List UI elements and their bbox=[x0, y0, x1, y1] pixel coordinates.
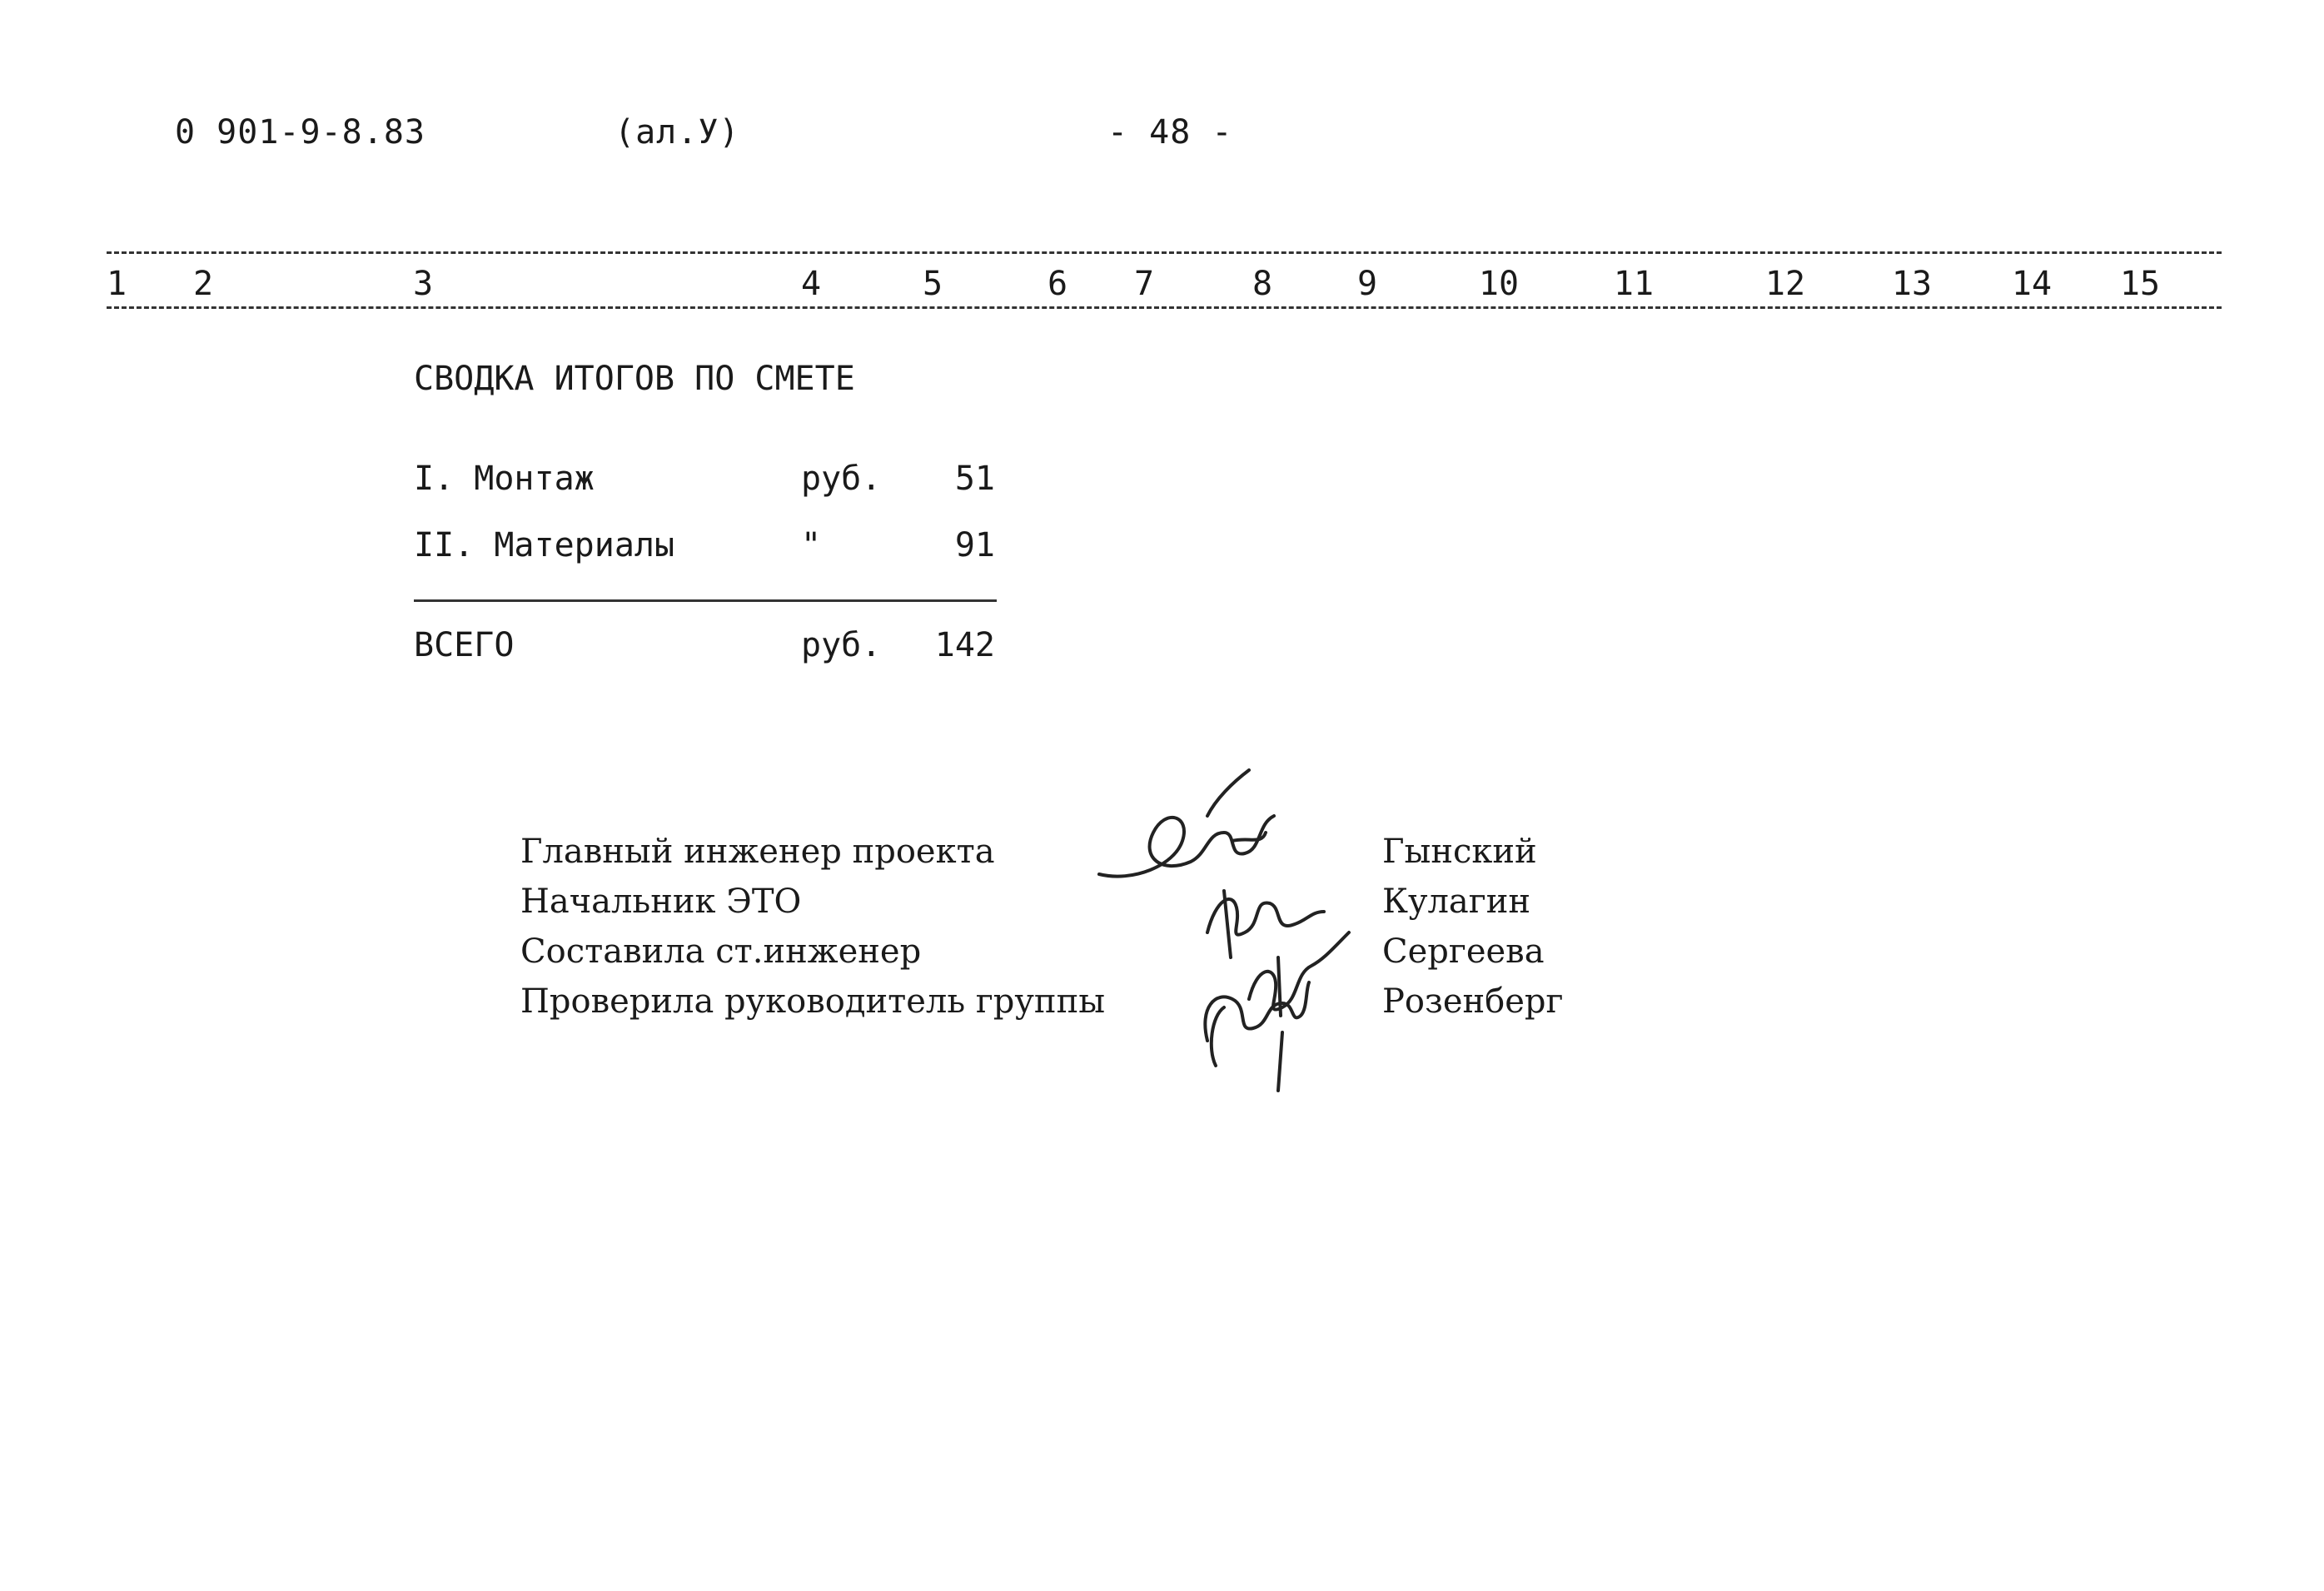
column-number: 13 bbox=[1891, 265, 1933, 303]
signature-name: Кулагин bbox=[1382, 883, 1531, 921]
column-number: 8 bbox=[1252, 265, 1273, 303]
signature-role: Начальник ЭТО bbox=[520, 883, 802, 921]
album-number: (ал.У) bbox=[615, 113, 740, 152]
bottom-rule bbox=[107, 306, 2222, 309]
signature-role: Составила ст.инженер bbox=[520, 932, 922, 971]
summary-total-unit: руб. bbox=[801, 626, 882, 664]
top-rule bbox=[107, 251, 2222, 254]
column-number: 4 bbox=[800, 265, 822, 303]
signature-role: Проверила руководитель группы bbox=[520, 982, 1106, 1021]
column-number: 1 bbox=[106, 265, 127, 303]
summary-total-value: 142 bbox=[934, 626, 995, 664]
column-number: 2 bbox=[192, 265, 214, 303]
summary-title: СВОДКА ИТОГОВ ПО СМЕТЕ bbox=[414, 360, 855, 398]
summary-total-label: ВСЕГО bbox=[414, 626, 515, 664]
column-number: 6 bbox=[1047, 265, 1068, 303]
summary-label: II. Материалы bbox=[414, 526, 675, 564]
column-number: 12 bbox=[1764, 265, 1806, 303]
column-number: 15 bbox=[2119, 265, 2161, 303]
summary-divider bbox=[414, 599, 997, 602]
summary-unit: " bbox=[801, 526, 822, 564]
column-number: 10 bbox=[1478, 265, 1520, 303]
column-number: 3 bbox=[412, 265, 434, 303]
signature-name: Гынский bbox=[1382, 833, 1537, 871]
signature-name: Сергеева bbox=[1382, 932, 1545, 971]
column-number: 5 bbox=[922, 265, 943, 303]
summary-value: 51 bbox=[954, 460, 995, 498]
column-number: 14 bbox=[2011, 265, 2053, 303]
signature-name: Розенберг bbox=[1382, 982, 1564, 1021]
summary-unit: руб. bbox=[801, 460, 882, 498]
summary-value: 91 bbox=[954, 526, 995, 564]
document-code: 0 901-9-8.83 bbox=[175, 113, 425, 152]
page-number: - 48 - bbox=[1107, 113, 1233, 152]
column-number: 11 bbox=[1613, 265, 1655, 303]
column-number: 7 bbox=[1133, 265, 1155, 303]
signature-role: Главный инженер проекта bbox=[520, 833, 995, 871]
handwritten-signatures bbox=[1082, 766, 1366, 1099]
column-number: 9 bbox=[1356, 265, 1378, 303]
summary-label: I. Монтаж bbox=[414, 460, 595, 498]
